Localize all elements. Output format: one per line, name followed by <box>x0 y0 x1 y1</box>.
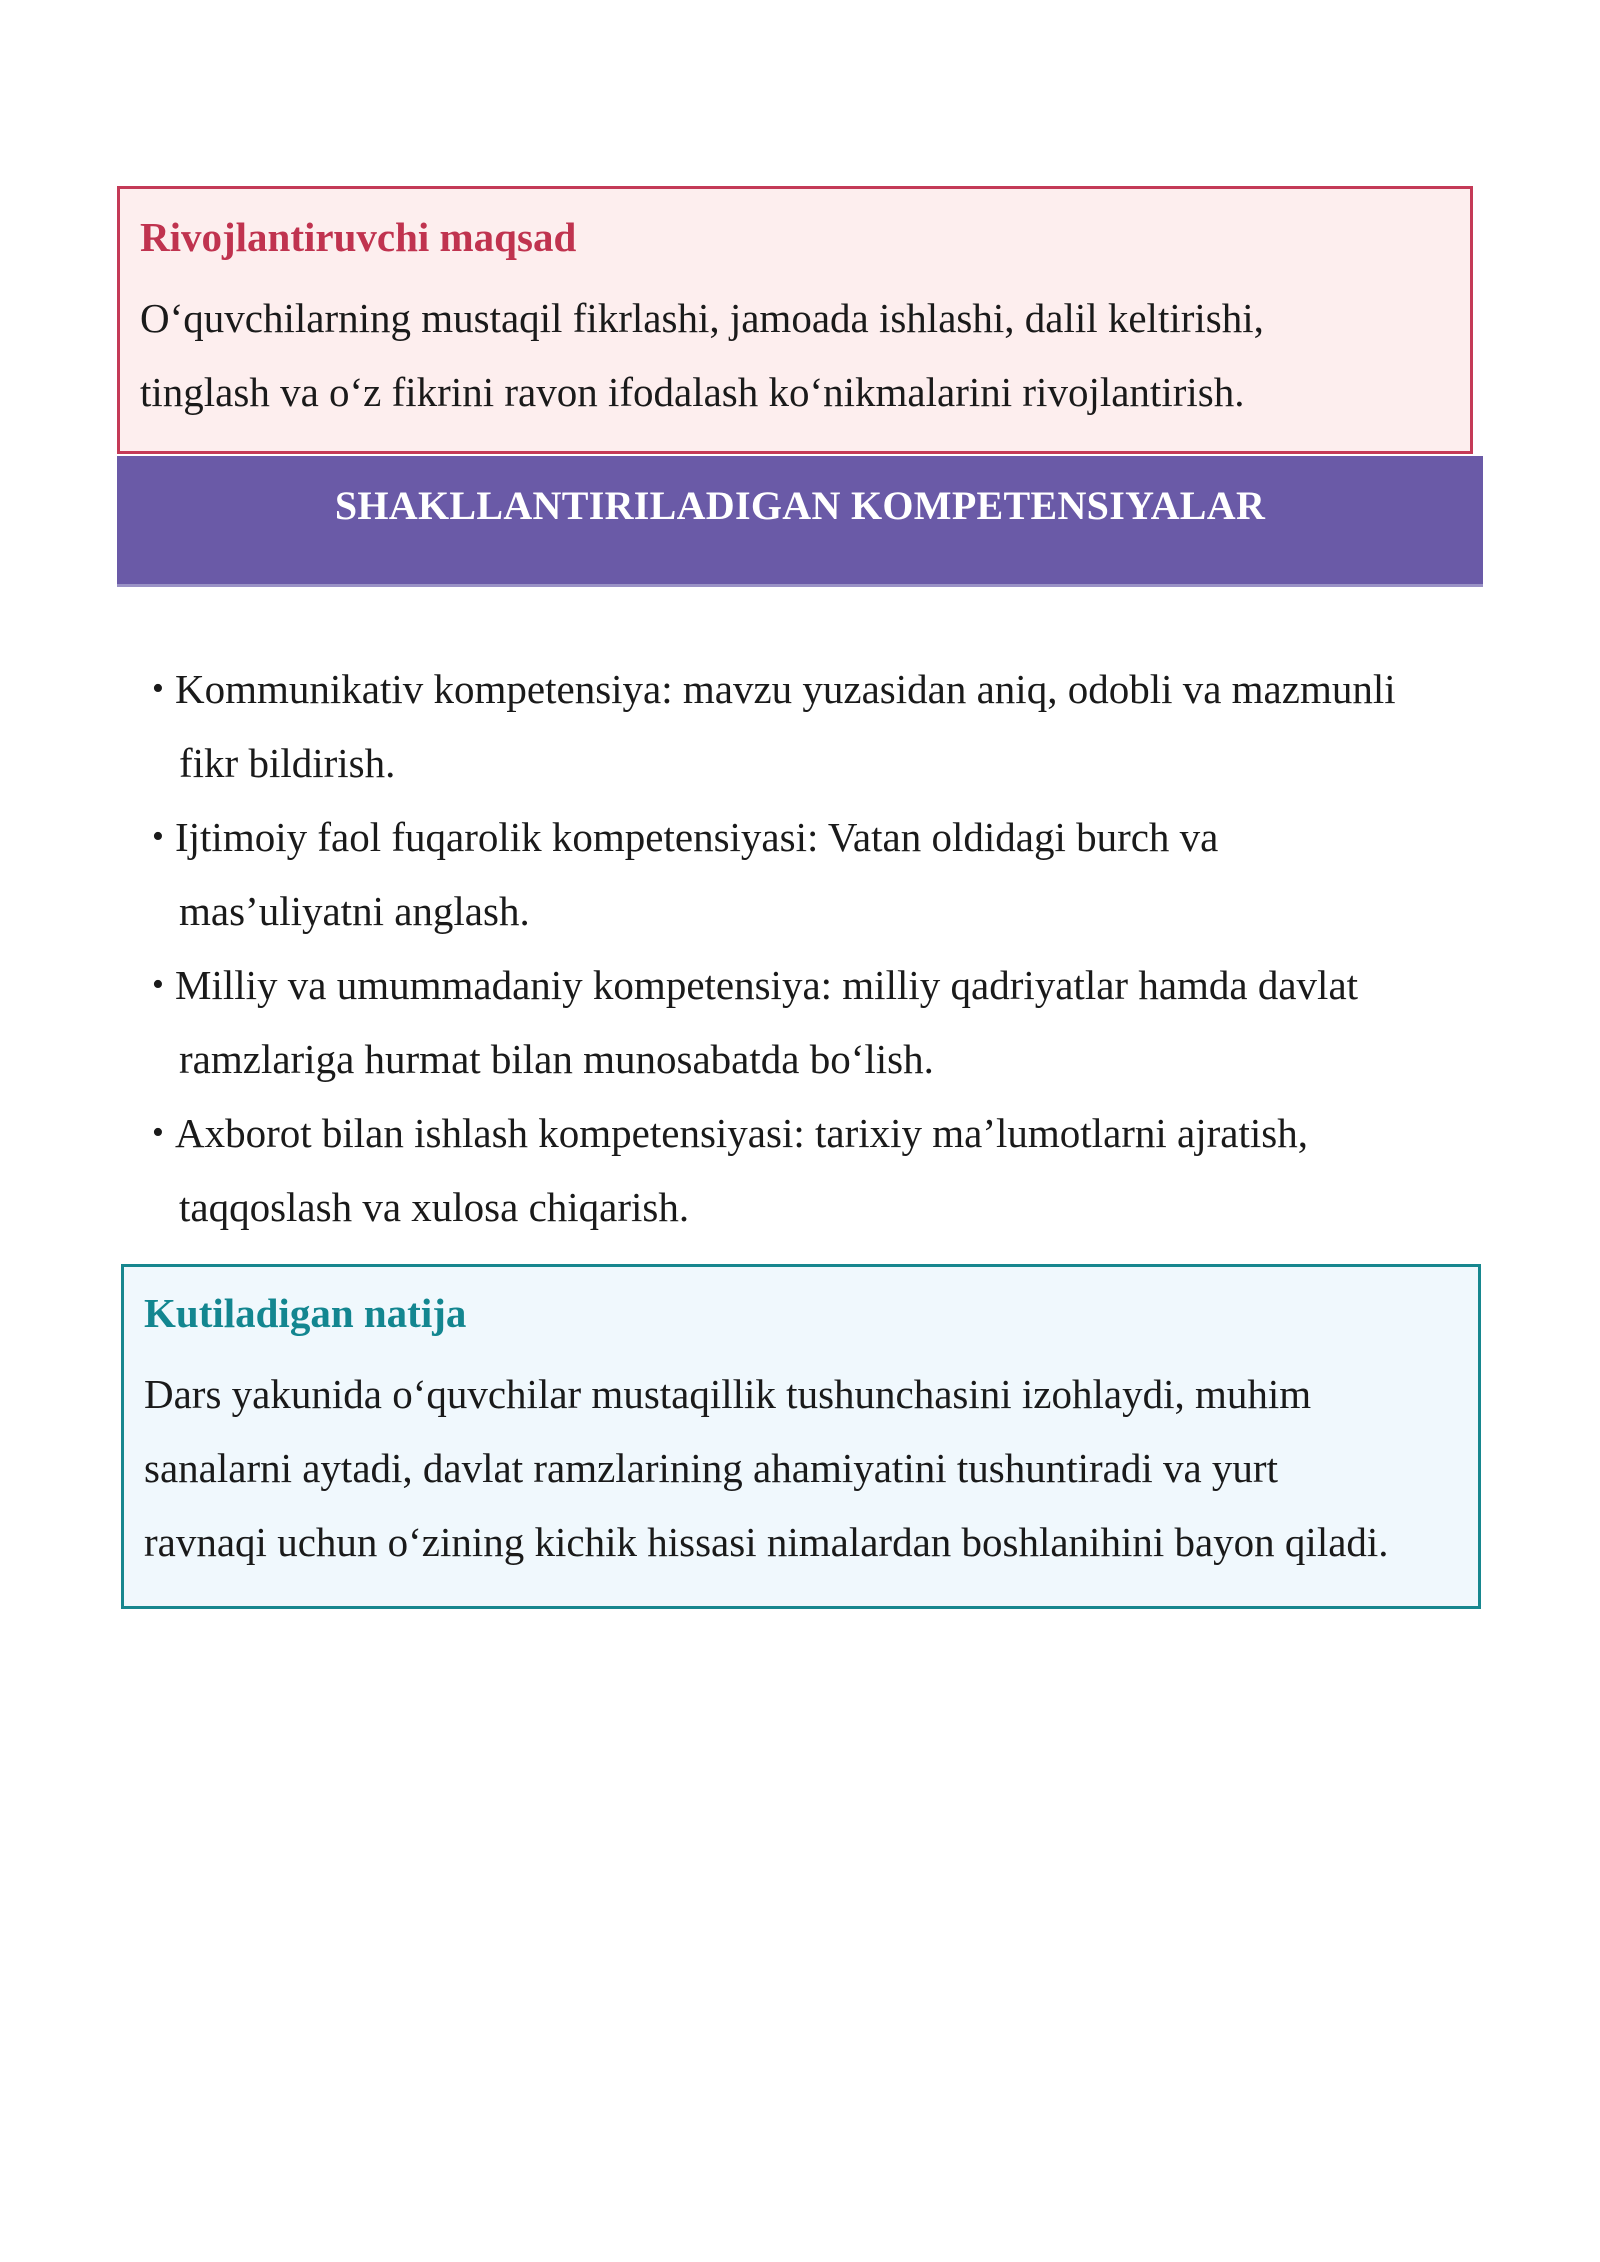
bullet-icon: • <box>152 818 164 855</box>
competency-line: ramzlariga hurmat bilan munosabatda bo‘lish. <box>179 1036 934 1082</box>
competency-line: Milliy va umummadaniy kompetensiya: milliy qadriyatlar hamda davlat <box>175 962 1359 1008</box>
competencies-banner <box>117 456 1483 587</box>
expected-result-line: ravnaqi uchun o‘zining kichik hissasi nimalardan boshlanihini bayon qiladi. <box>144 1519 1389 1565</box>
expected-result-text <box>144 1357 1458 1579</box>
developmental-goal-line: O‘quvchilarning mustaqil fikrlashi, jamoada ishlashi, dalil keltirishi, <box>140 295 1264 341</box>
expected-result-line: Dars yakunida o‘quvchilar mustaqillik tushunchasini izohlaydi, muhim <box>144 1371 1312 1417</box>
competency-item-information <box>145 1096 1485 1244</box>
competency-item-civic <box>145 800 1485 948</box>
competency-line: taqqoslash va xulosa chiqarish. <box>179 1184 690 1230</box>
competency-line: mas’uliyatni anglash. <box>179 888 530 934</box>
competency-item-communicative <box>145 652 1485 800</box>
developmental-goal-text <box>140 281 1450 429</box>
bullet-icon: • <box>152 966 164 1003</box>
developmental-goal-title: Rivojlantiruvchi maqsad <box>140 214 577 260</box>
expected-result-title: Kutiladigan natija <box>144 1290 467 1336</box>
bullet-icon: • <box>152 670 164 707</box>
competencies-list <box>145 652 1485 1244</box>
competency-line: Axborot bilan ishlash kompetensiyasi: tarixiy ma’lumotlarni ajratish, <box>175 1110 1308 1156</box>
bullet-icon: • <box>152 1114 164 1151</box>
competency-item-cultural <box>145 948 1485 1096</box>
developmental-goal-box <box>117 186 1473 454</box>
expected-result-box <box>121 1264 1481 1609</box>
competency-line: fikr bildirish. <box>179 740 396 786</box>
competencies-title: SHAKLLANTIRILADIGAN KOMPETENSIYALAR <box>334 483 1266 528</box>
developmental-goal-line: tinglash va o‘z fikrini ravon ifodalash ko‘nikmalarini rivojlantirish. <box>140 369 1245 415</box>
expected-result-line: sanalarni aytadi, davlat ramzlarining ahamiyatini tushuntiradi va yurt <box>144 1445 1278 1491</box>
competency-line: Ijtimoiy faol fuqarolik kompetensiyasi: Vatan oldidagi burch va <box>175 814 1219 860</box>
competency-line: Kommunikativ kompetensiya: mavzu yuzasidan aniq, odobli va mazmunli <box>175 666 1396 712</box>
